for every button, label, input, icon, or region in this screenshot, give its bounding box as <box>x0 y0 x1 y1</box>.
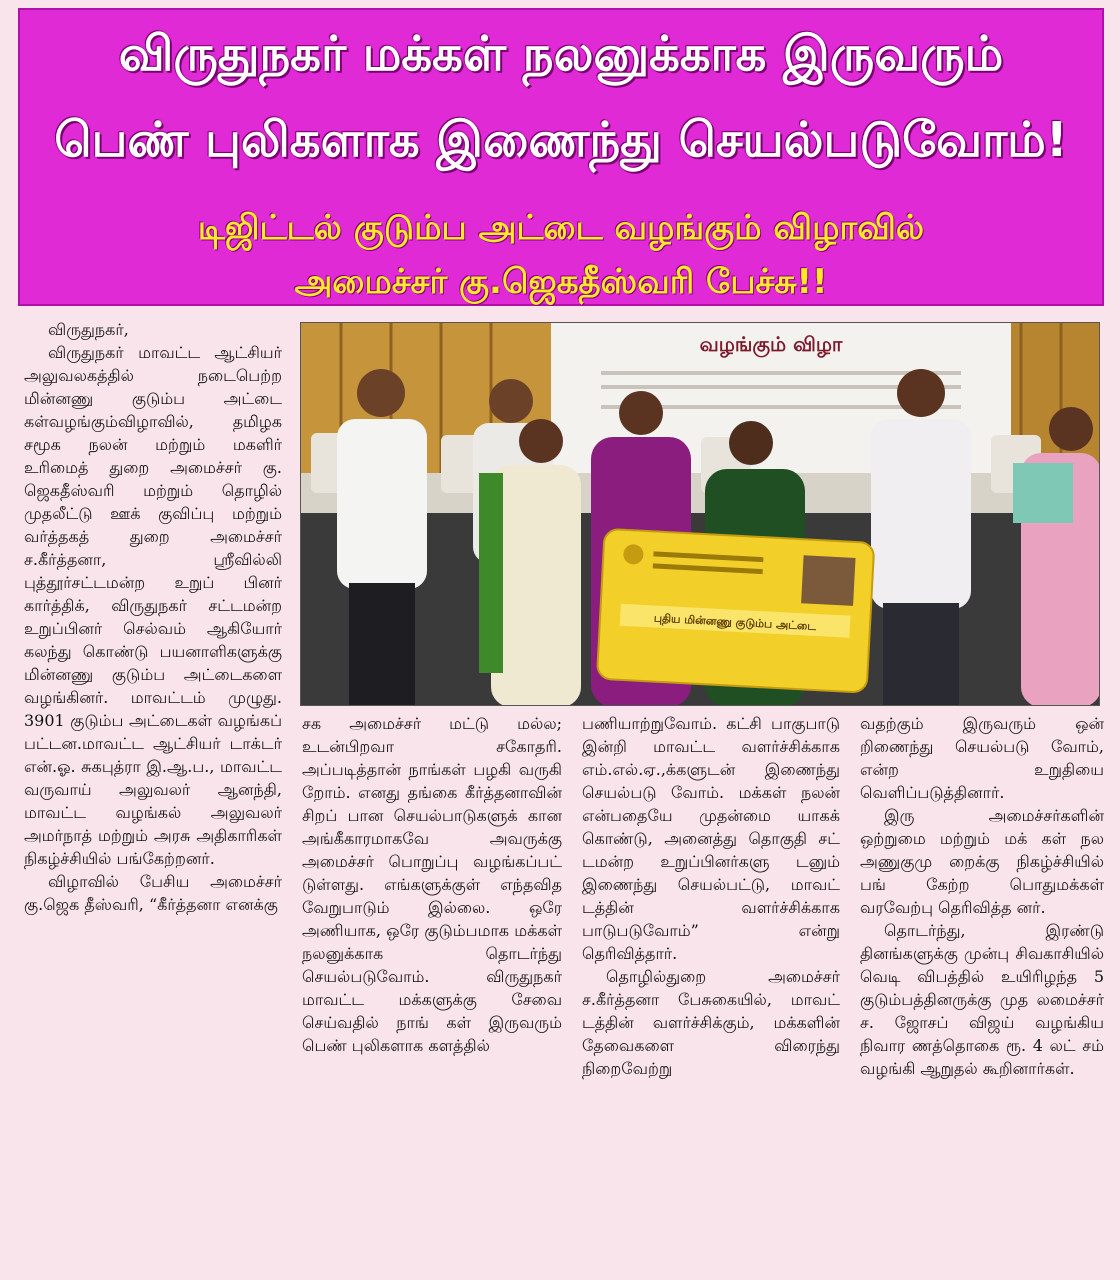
article-paragraph: விருதுநகர் மாவட்ட ஆட்சியர் அலுவலகத்தில் நடைபெற்ற மின்னணு குடும்ப அட்டை கள்வழங்கும்விழாவில், தமிழக சமூக நலன் மற்றும் மகளிர் உரிமைத் துறை அமைச்சர் கு. ஜெகதீஸ்வரி மற்றும் தொழில் முதலீட்டு ஊக் குவிப்பு மற்றும் வர்த்தகத் துறை அமைச்சர் ச.கீர்த்தனா, ஸ்ரீவில்லி புத்தூர்சட்டமன்ற உறுப் பினர் கார்த்திக், விருதுநகர் சட்டமன்ற உறுப்பினர் செல்வம் ஆகியோர் கலந்து கொண்டு பயனாளிகளுக்கு மின்னணு குடும்ப அட்டைகளை வழங்கினர். மாவட்டம் முழுது. 3901 குடும்ப அட்டைகள் வழங்கப் பட்டன.மாவட்ட ஆட்சியர் டாக்டர் என்.ஓ. சுகபுத்ரா இ.ஆ.ப., மாவட்ட வருவாய் அலுவலர் ஆனந்தி, மாவட்ட வழங்கல் அலுவலர் அமர்நாத் மற்றும் அரசு அதிகாரிகள் நிகழ்ச்சியில் பங்கேற்றனர். <box>24 343 282 868</box>
article-paragraph: பணியாற்றுவோம். கட்சி பாகுபாடு இன்றி மாவட்ட வளர்ச்சிக்காக எம்.எல்.ஏ.,க்களுடன் இணைந்து செயல்படு வோம். மக்கள் நலன் என்பதையே முதன்மை யாகக் கொண்டு, அனைத்து தொகுதி சட் டமன்ற உறுப்பினர்களு டனும் இணைந்து செயல்பட்டு, மாவட் டத்தின் வளர்ச்சிக்காக பாடுபடுவோம்” என்று தெரிவித்தார். <box>582 714 840 963</box>
article-column-3 <box>582 712 840 1080</box>
subheadline-line-1: டிஜிட்டல் குடும்ப அட்டை வழங்கும் விழாவில் <box>197 208 925 248</box>
subheadline-line-2: அமைச்சர் கு.ஜெகதீஸ்வரி பேச்சு!! <box>294 262 828 302</box>
article-paragraph: விருதுநகர், <box>48 320 129 339</box>
article-paragraph: விழாவில் பேசிய அமைச்சர் கு.ஜெக தீஸ்வரி, “கீர்த்தனா எனக்கு <box>24 872 282 914</box>
article-column-1 <box>24 318 282 916</box>
article-paragraph: வதற்கும் இருவரும் ஒன் றிணைந்து செயல்படு வோம், என்ற உறுதியை வெளிப்படுத்தினார். <box>860 714 1104 802</box>
article-paragraph: இரு அமைச்சர்களின் ஒற்றுமை மற்றும் மக் கள் நல அணுகுமு றைக்கு நிகழ்ச்சியில் பங் கேற்ற பொதுமக்கள் வரவேற்பு தெரிவித்த னர். <box>860 806 1104 917</box>
headline-line-1: விருதுநகர் மக்கள் நலனுக்காக இருவரும் <box>118 26 1004 82</box>
card-title: புதிய மின்னணு குடும்ப அட்டை <box>653 611 817 634</box>
photo-illustration <box>301 323 1100 706</box>
headline-banner <box>18 8 1104 306</box>
article-column-4 <box>860 712 1104 1080</box>
article-paragraph: சக அமைச்சர் மட்டு மல்ல; உடன்பிறவா சகோதரி. அப்படித்தான் நாங்கள் பழகி வருகி றோம். எனது தங்கை கீர்த்தனாவின் சிறப் பான செயல்பாடுகளுக் கான அங்கீகாரமாகவே அவருக்கு அமைச்சர் பொறுப்பு வழங்கப்பட் டுள்ளது. எங்களுக்குள் எந்தவித வேறுபாடும் இல்லை. ஒரே அணியாக, ஒரே குடும்பமாக மக்கள் நலனுக்காக தொடர்ந்து செயல்படுவோம். விருதுநகர் மாவட்ட மக்களுக்கு சேவை செய்வதில் நாங் கள் இருவரும் பெண் புலிகளாக களத்தில் <box>302 714 562 1055</box>
event-photo <box>300 322 1100 706</box>
article-paragraph: தொழில்துறை அமைச்சர் ச.கீர்த்தனா பேசுகையில், மாவட் டத்தின் வளர்ச்சிக்கும், மக்களின் தேவைகளை விரைந்து நிறைவேற்று <box>582 967 840 1078</box>
article-paragraph: தொடர்ந்து, இரண்டு தினங்களுக்கு முன்பு சிவகாசியில் வெடி விபத்தில் உயிரிழந்த 5 குடும்பத்தினருக்கு முத லமைச்சர் ச. ஜோசப் விஜய் வழங்கிய நிவார ணத்தொகை ரூ. 4 லட் சம் வழங்கி ஆறுதல் கூறினார்கள். <box>860 921 1104 1078</box>
backdrop-title: வழங்கும் விழா <box>699 332 843 356</box>
headline-line-2: பெண் புலிகளாக இணைந்து செயல்படுவோம்! <box>54 112 1068 168</box>
article-column-2 <box>302 712 562 1057</box>
